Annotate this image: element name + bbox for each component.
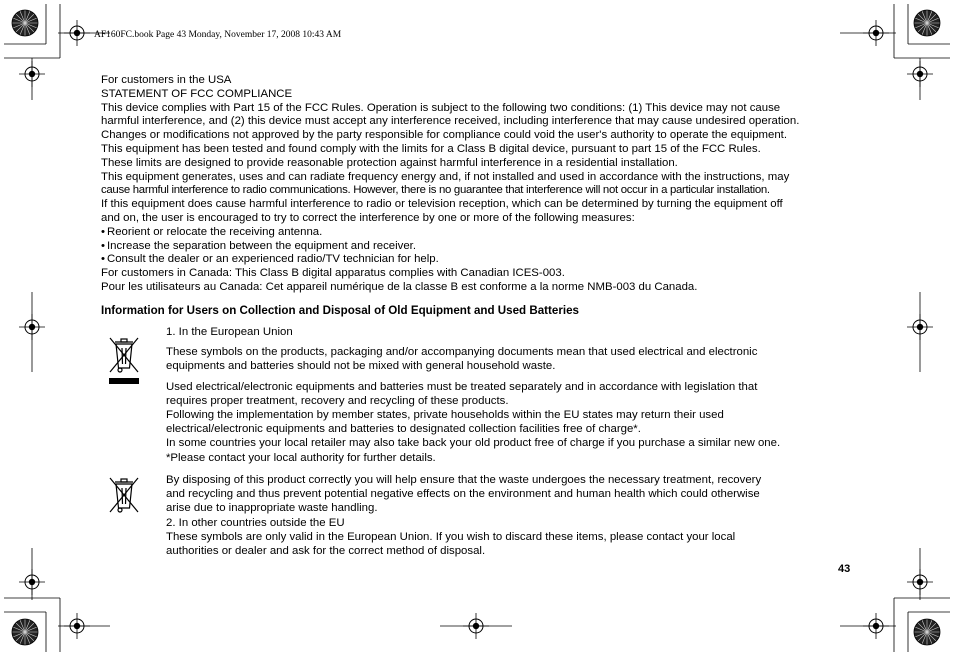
print-header: AF160FC.book Page 43 Monday, November 17, 2008 10:43 AM	[94, 30, 342, 40]
fcc-line: and on, the user is encouraged to try to correct the interference by one or more of the following measures:	[101, 211, 635, 224]
paragraph-line: In some countries your local retailer may also take back your old product free of charge if you purchase a similar new one.	[166, 437, 781, 450]
page-number: 43	[838, 563, 851, 575]
paragraph-line: Following the implementation by member states, private households within the EU states may return their used	[166, 409, 724, 422]
fcc-line: STATEMENT OF FCC COMPLIANCE	[101, 87, 293, 100]
paragraph-line: arise due to inappropriate waste handling.	[166, 502, 378, 515]
weee-disposal-section	[166, 473, 856, 558]
paragraph-line: By disposing of this product correctly you will help ensure that the waste undergoes the necessary treatment, recovery	[166, 474, 762, 486]
fcc-line: If this equipment does cause harmful interference to radio or television reception, which can be determined by turning the equipment off	[101, 198, 783, 211]
other-countries-heading: 2. In other countries outside the EU	[166, 516, 345, 529]
paragraph-line: These symbols are only valid in the European Union. If you wish to discard these items, please contact your local	[166, 530, 736, 543]
fcc-line: These limits are designed to provide reasonable protection against harmful interference in a residential installation.	[101, 156, 678, 169]
fcc-line: This equipment generates, uses and can radiate frequency energy and, if not installed and used in accordance with the instructions, may	[101, 170, 790, 183]
paragraph-line: authorities or dealer and ask for the correct method of disposal.	[166, 545, 486, 558]
canada-english-notice: For customers in Canada: This Class B digital apparatus complies with Canadian ICES-003.	[101, 267, 565, 280]
fcc-line: This equipment has been tested and found comply with the limits for a Class B digital device, pursuant to part 15 of the FCC Rules.	[101, 142, 761, 155]
fcc-line: Changes or modifications not approved by the party responsible for compliance could void the user's authority to operate the equipment.	[101, 129, 788, 142]
weee-eu-section	[166, 325, 856, 465]
paragraph-line: equipments and batteries should not be mixed with general household waste.	[166, 360, 556, 373]
paragraph-line: and recycling and thus prevent potential negative effects on the environment and human health which could otherwise	[166, 488, 760, 501]
fcc-bullet: • Increase the separation between the equipment and receiver.	[101, 240, 853, 254]
fcc-line: harmful interference, and (2) this device must accept any interference received, including interference that may cause undesired operation.	[101, 115, 800, 128]
paragraph-line: requires proper treatment, recovery and recycling of these products.	[166, 394, 509, 407]
paragraph-line: *Please contact your local authority for further details.	[166, 451, 436, 464]
paragraph-line: electrical/electronic equipments and batteries to designated collection facilities free of charge*.	[166, 423, 641, 436]
crossed-out-wheelie-bin-icon	[106, 474, 142, 516]
canada-french-notice: Pour les utilisateurs au Canada: Cet appareil numérique de la classe B est conforme a la norme NMB-003 du Canada.	[101, 280, 698, 293]
fcc-statement	[101, 74, 853, 295]
fcc-bullet: • Reorient or relocate the receiving antenna.	[101, 226, 853, 240]
fcc-line: cause harmful interference to radio communications. However, there is no guarantee that interference will not occur in a particular installation.	[101, 184, 770, 197]
fcc-line: For customers in the USA	[101, 74, 232, 86]
paragraph-line: These symbols on the products, packaging and/or accompanying documents mean that used electrical and electronic	[166, 346, 758, 359]
fcc-bullet: • Consult the dealer or an experienced radio/TV technician for help.	[101, 253, 853, 267]
weee-section-title: Information for Users on Collection and Disposal of Old Equipment and Used Batteries	[101, 304, 579, 317]
paragraph-line: Used electrical/electronic equipments and batteries must be treated separately and in accordance with legislation that	[166, 380, 758, 393]
eu-heading: 1. In the European Union	[166, 326, 293, 338]
fcc-line: This device complies with Part 15 of the FCC Rules. Operation is subject to the following two conditions: (1) This device may not cause	[101, 101, 781, 114]
crossed-out-wheelie-bin-icon	[106, 334, 142, 388]
